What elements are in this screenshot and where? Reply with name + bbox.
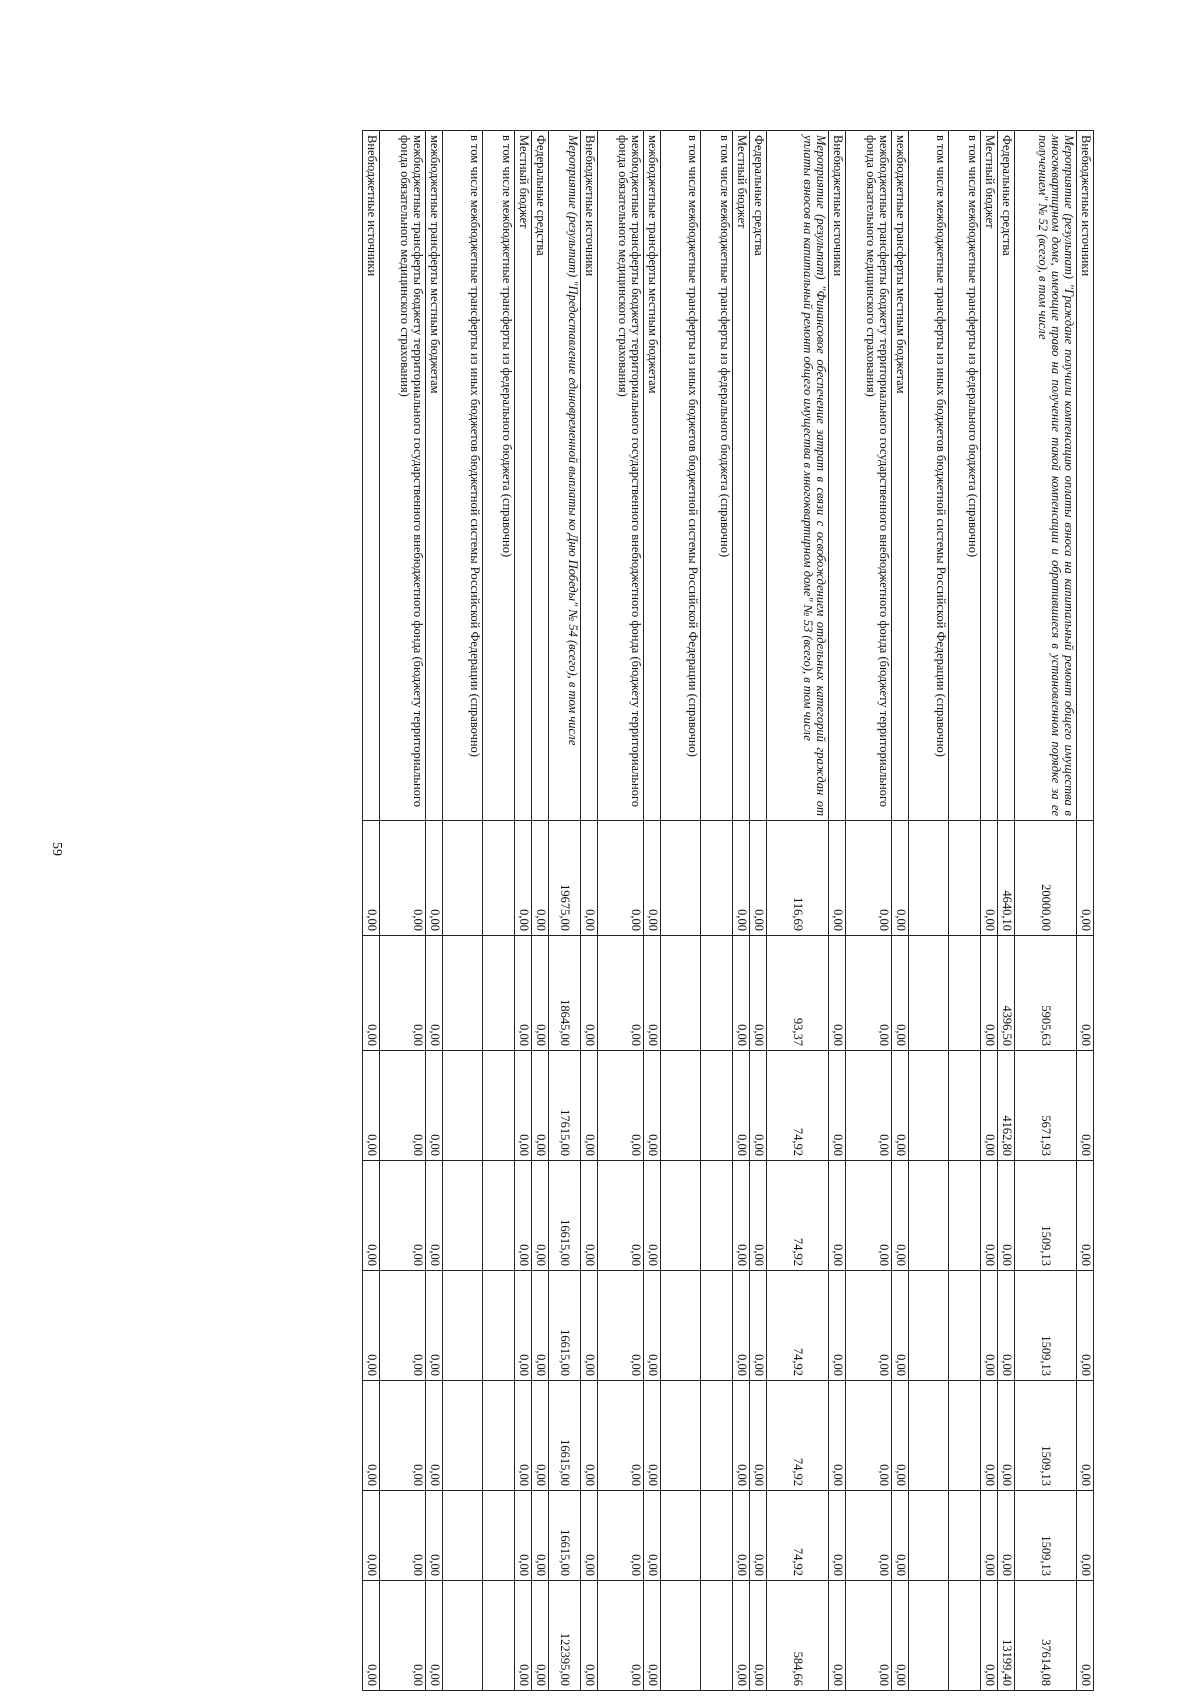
cell-year-5: 74,92 (767, 1271, 829, 1381)
cell-year-6: 0,00 (644, 1381, 661, 1491)
row-label: Мероприятие (результат) "Финансовое обеспечение затрат в связи с освобождением отдельных категорий граждан от уплаты взносов на капитальный ремонт общего имущества в многоквартирном доме" № 53 (всего), в том числе (767, 131, 829, 821)
cell-year-5: 0,00 (981, 1271, 998, 1381)
cell-year-3: 0,00 (380, 1051, 426, 1161)
cell-year-2: 0,00 (892, 936, 909, 1051)
cell-year-1: 0,00 (426, 821, 443, 936)
row-label: межбюджетные трансферты местным бюджетам (892, 131, 909, 821)
cell-year-1 (949, 821, 981, 936)
cell-year-5: 0,00 (363, 1271, 380, 1381)
cell-year-4: 0,00 (644, 1161, 661, 1271)
cell-year-7: 0,00 (581, 1491, 598, 1581)
cell-year-5: 0,00 (598, 1271, 644, 1381)
table-row (1077, 131, 1094, 1691)
cell-total: 0,00 (1077, 1581, 1094, 1691)
row-label: межбюджетные трансферты бюджету территориального государственного внебюджетного фонда (бюджету территориального фонда обязательного медицинского страхования) (846, 131, 892, 821)
cell-total: 0,00 (598, 1581, 644, 1691)
cell-year-2: 0,00 (363, 936, 380, 1051)
cell-year-3: 0,00 (532, 1051, 549, 1161)
table-row (998, 131, 1015, 1691)
cell-year-6 (483, 1381, 515, 1491)
cell-year-2: 0,00 (829, 936, 846, 1051)
cell-year-7: 0,00 (846, 1491, 892, 1581)
row-label: в том числе межбюджетные трансферты из иных бюджетов бюджетной системы Российской Федерации (справочно) (909, 131, 949, 821)
cell-year-5: 0,00 (733, 1271, 750, 1381)
cell-year-2: 0,00 (426, 936, 443, 1051)
cell-year-6: 1509,13 (1015, 1381, 1077, 1491)
cell-year-7: 0,00 (981, 1491, 998, 1581)
cell-year-7: 0,00 (829, 1491, 846, 1581)
row-label: Внебюджетные источники (829, 131, 846, 821)
cell-year-5: 0,00 (644, 1271, 661, 1381)
cell-year-3 (949, 1051, 981, 1161)
cell-year-7: 0,00 (1077, 1491, 1094, 1581)
row-label: Федеральные средства (998, 131, 1015, 821)
cell-year-3: 74,92 (767, 1051, 829, 1161)
cell-year-2: 93,37 (767, 936, 829, 1051)
cell-year-1: 0,00 (532, 821, 549, 936)
cell-year-1: 4640,10 (998, 821, 1015, 936)
cell-year-6 (443, 1381, 483, 1491)
cell-year-2: 0,00 (846, 936, 892, 1051)
table-row (515, 131, 532, 1691)
cell-year-5: 0,00 (1077, 1271, 1094, 1381)
row-label: в том числе межбюджетные трансферты из иных бюджетов бюджетной системы Российской Федерации (справочно) (443, 131, 483, 821)
cell-year-7: 0,00 (644, 1491, 661, 1581)
cell-year-7: 0,00 (515, 1491, 532, 1581)
cell-year-5 (661, 1271, 701, 1381)
cell-total (949, 1581, 981, 1691)
cell-year-6 (661, 1381, 701, 1491)
cell-year-5: 0,00 (829, 1271, 846, 1381)
cell-year-2: 18645,00 (549, 936, 581, 1051)
cell-total (483, 1581, 515, 1691)
cell-year-6: 0,00 (380, 1381, 426, 1491)
cell-year-1 (909, 821, 949, 936)
cell-total (661, 1581, 701, 1691)
cell-year-3: 0,00 (829, 1051, 846, 1161)
cell-year-2 (443, 936, 483, 1051)
cell-year-3: 0,00 (750, 1051, 767, 1161)
cell-year-3: 0,00 (426, 1051, 443, 1161)
cell-year-7 (661, 1491, 701, 1581)
cell-year-3: 17615,00 (549, 1051, 581, 1161)
cell-year-6: 0,00 (750, 1381, 767, 1491)
cell-year-1: 19675,00 (549, 821, 581, 936)
cell-year-1: 0,00 (1077, 821, 1094, 936)
cell-total: 0,00 (380, 1581, 426, 1691)
cell-year-3 (443, 1051, 483, 1161)
cell-year-5: 0,00 (581, 1271, 598, 1381)
cell-year-5 (443, 1271, 483, 1381)
cell-year-1: 0,00 (750, 821, 767, 936)
cell-year-4: 0,00 (380, 1161, 426, 1271)
cell-total: 0,00 (363, 1581, 380, 1691)
table-row (549, 131, 581, 1691)
cell-year-7 (443, 1491, 483, 1581)
cell-year-7: 16615,00 (549, 1491, 581, 1581)
cell-total: 0,00 (426, 1581, 443, 1691)
table-row (363, 131, 380, 1691)
cell-year-7: 1509,13 (1015, 1491, 1077, 1581)
cell-year-1: 20000,00 (1015, 821, 1077, 936)
cell-year-7: 0,00 (733, 1491, 750, 1581)
cell-year-4: 0,00 (733, 1161, 750, 1271)
row-label: в том числе межбюджетные трансферты из федерального бюджета (справочно) (949, 131, 981, 821)
cell-total: 0,00 (515, 1581, 532, 1691)
cell-year-3 (661, 1051, 701, 1161)
cell-year-2 (701, 936, 733, 1051)
cell-year-1: 0,00 (829, 821, 846, 936)
table-row (426, 131, 443, 1691)
row-label: Внебюджетные источники (363, 131, 380, 821)
cell-year-1: 0,00 (892, 821, 909, 936)
cell-year-2: 0,00 (981, 936, 998, 1051)
row-label: межбюджетные трансферты бюджету территориального государственного внебюджетного фонда (бюджету территориального фонда обязательного медицинского страхования) (380, 131, 426, 821)
budget-table (362, 130, 1094, 1691)
cell-year-1: 0,00 (380, 821, 426, 936)
table-row (532, 131, 549, 1691)
cell-year-4 (661, 1161, 701, 1271)
cell-year-4 (701, 1161, 733, 1271)
cell-year-5: 0,00 (998, 1271, 1015, 1381)
cell-year-2: 5905,63 (1015, 936, 1077, 1051)
cell-year-2: 0,00 (1077, 936, 1094, 1051)
table-row (981, 131, 998, 1691)
cell-total (909, 1581, 949, 1691)
cell-year-6: 0,00 (998, 1381, 1015, 1491)
cell-total: 584,66 (767, 1581, 829, 1691)
cell-year-4: 0,00 (532, 1161, 549, 1271)
cell-year-6: 0,00 (1077, 1381, 1094, 1491)
cell-total: 37614,08 (1015, 1581, 1077, 1691)
cell-year-6: 0,00 (426, 1381, 443, 1491)
row-label: Местный бюджет (733, 131, 750, 821)
cell-year-4 (909, 1161, 949, 1271)
cell-year-4: 0,00 (1077, 1161, 1094, 1271)
table-row (1015, 131, 1077, 1691)
table-row (581, 131, 598, 1691)
cell-year-5: 0,00 (750, 1271, 767, 1381)
cell-year-3: 0,00 (846, 1051, 892, 1161)
row-label: Внебюджетные источники (581, 131, 598, 821)
cell-year-5: 0,00 (380, 1271, 426, 1381)
row-label: Мероприятие (результат) "Граждане получили компенсацию оплаты взноса на капитальный ремонт общего имущества в многоквартирном доме, имеющие право на получение такой компенсации и обратившиеся в установленном порядке за ее получением" № 52 (всего), в том числе (1015, 131, 1077, 821)
cell-year-6: 0,00 (363, 1381, 380, 1491)
cell-year-5: 0,00 (846, 1271, 892, 1381)
cell-year-2: 0,00 (532, 936, 549, 1051)
page-number: 59 (49, 842, 64, 856)
cell-year-4 (443, 1161, 483, 1271)
row-label: межбюджетные трансферты бюджету территориального государственного внебюджетного фонда (бюджету территориального фонда обязательного медицинского страхования) (598, 131, 644, 821)
cell-total: 13199,40 (998, 1581, 1015, 1691)
cell-year-4: 74,92 (767, 1161, 829, 1271)
cell-year-7: 0,00 (750, 1491, 767, 1581)
table-row (949, 131, 981, 1691)
cell-year-1 (701, 821, 733, 936)
table-row (733, 131, 750, 1691)
cell-year-4: 0,00 (515, 1161, 532, 1271)
cell-year-2 (909, 936, 949, 1051)
cell-year-6: 0,00 (598, 1381, 644, 1491)
row-label: Федеральные средства (532, 131, 549, 821)
cell-total (701, 1581, 733, 1691)
table-row (644, 131, 661, 1691)
cell-year-4: 0,00 (581, 1161, 598, 1271)
table-row (909, 131, 949, 1691)
cell-year-3 (483, 1051, 515, 1161)
cell-year-3: 4162,80 (998, 1051, 1015, 1161)
table-row (846, 131, 892, 1691)
cell-total: 0,00 (981, 1581, 998, 1691)
table-row (892, 131, 909, 1691)
cell-year-6: 0,00 (581, 1381, 598, 1491)
cell-year-4: 0,00 (426, 1161, 443, 1271)
cell-year-7: 0,00 (598, 1491, 644, 1581)
table-row (598, 131, 644, 1691)
cell-total: 0,00 (733, 1581, 750, 1691)
table-row (380, 131, 426, 1691)
cell-year-2 (483, 936, 515, 1051)
table-row (750, 131, 767, 1691)
cell-year-6: 0,00 (829, 1381, 846, 1491)
cell-year-4 (483, 1161, 515, 1271)
cell-year-2: 0,00 (733, 936, 750, 1051)
cell-year-7: 0,00 (892, 1491, 909, 1581)
cell-year-1: 0,00 (981, 821, 998, 936)
row-label: межбюджетные трансферты местным бюджетам (644, 131, 661, 821)
cell-year-6: 74,92 (767, 1381, 829, 1491)
cell-year-3 (909, 1051, 949, 1161)
cell-year-6: 16615,00 (549, 1381, 581, 1491)
cell-year-6: 0,00 (892, 1381, 909, 1491)
table-row (701, 131, 733, 1691)
cell-year-3 (701, 1051, 733, 1161)
cell-year-5 (949, 1271, 981, 1381)
cell-year-7 (701, 1491, 733, 1581)
cell-year-4 (949, 1161, 981, 1271)
cell-year-2: 0,00 (515, 936, 532, 1051)
cell-year-5: 1509,13 (1015, 1271, 1077, 1381)
cell-year-7 (909, 1491, 949, 1581)
cell-year-2: 0,00 (750, 936, 767, 1051)
row-label: в том числе межбюджетные трансферты из федерального бюджета (справочно) (483, 131, 515, 821)
cell-total: 0,00 (644, 1581, 661, 1691)
cell-total: 0,00 (892, 1581, 909, 1691)
cell-year-5: 0,00 (532, 1271, 549, 1381)
cell-year-7 (949, 1491, 981, 1581)
row-label: в том числе межбюджетные трансферты из иных бюджетов бюджетной системы Российской Федерации (справочно) (661, 131, 701, 821)
cell-year-4: 0,00 (998, 1161, 1015, 1271)
cell-year-3: 0,00 (981, 1051, 998, 1161)
cell-total: 0,00 (846, 1581, 892, 1691)
cell-total (443, 1581, 483, 1691)
cell-year-4: 1509,13 (1015, 1161, 1077, 1271)
cell-year-2: 0,00 (644, 936, 661, 1051)
cell-year-1 (483, 821, 515, 936)
cell-year-1 (661, 821, 701, 936)
cell-year-2: 4396,50 (998, 936, 1015, 1051)
cell-year-1: 0,00 (515, 821, 532, 936)
cell-year-6: 0,00 (515, 1381, 532, 1491)
cell-year-5 (909, 1271, 949, 1381)
cell-year-4: 0,00 (829, 1161, 846, 1271)
cell-year-7: 74,92 (767, 1491, 829, 1581)
cell-year-4: 0,00 (598, 1161, 644, 1271)
cell-year-5: 0,00 (515, 1271, 532, 1381)
cell-year-2 (949, 936, 981, 1051)
cell-year-7: 0,00 (998, 1491, 1015, 1581)
cell-year-3: 0,00 (644, 1051, 661, 1161)
cell-year-7: 0,00 (426, 1491, 443, 1581)
cell-year-3: 0,00 (581, 1051, 598, 1161)
row-label: межбюджетные трансферты местным бюджетам (426, 131, 443, 821)
cell-year-6: 0,00 (981, 1381, 998, 1491)
cell-year-2 (661, 936, 701, 1051)
cell-year-1: 0,00 (644, 821, 661, 936)
cell-year-7: 0,00 (363, 1491, 380, 1581)
cell-year-1: 0,00 (846, 821, 892, 936)
cell-year-5: 16615,00 (549, 1271, 581, 1381)
cell-year-2: 0,00 (598, 936, 644, 1051)
cell-year-5 (701, 1271, 733, 1381)
cell-year-4: 0,00 (892, 1161, 909, 1271)
cell-year-5: 0,00 (426, 1271, 443, 1381)
cell-year-6 (701, 1381, 733, 1491)
cell-total: 0,00 (750, 1581, 767, 1691)
cell-total: 0,00 (829, 1581, 846, 1691)
cell-year-3: 0,00 (363, 1051, 380, 1161)
cell-year-3: 0,00 (598, 1051, 644, 1161)
row-label: Мероприятие (результат) "Предоставление единовременной выплаты ко Дню Победы" № 54 (всего), в том числе (549, 131, 581, 821)
cell-year-1: 0,00 (598, 821, 644, 936)
cell-year-1: 116,69 (767, 821, 829, 936)
cell-year-4: 0,00 (846, 1161, 892, 1271)
cell-year-4: 0,00 (750, 1161, 767, 1271)
rotated-budget-table (184, 130, 1094, 1690)
cell-year-1: 0,00 (733, 821, 750, 936)
table-row (661, 131, 701, 1691)
cell-year-6 (949, 1381, 981, 1491)
cell-year-2: 0,00 (581, 936, 598, 1051)
cell-year-3: 0,00 (515, 1051, 532, 1161)
cell-year-7 (483, 1491, 515, 1581)
cell-year-1: 0,00 (363, 821, 380, 936)
row-label: Федеральные средства (750, 131, 767, 821)
table-row (483, 131, 515, 1691)
cell-year-3: 5671,93 (1015, 1051, 1077, 1161)
cell-year-5: 0,00 (892, 1271, 909, 1381)
cell-total: 0,00 (532, 1581, 549, 1691)
cell-year-3: 0,00 (892, 1051, 909, 1161)
cell-year-6: 0,00 (532, 1381, 549, 1491)
table-row (443, 131, 483, 1691)
row-label: Местный бюджет (981, 131, 998, 821)
cell-year-6: 0,00 (846, 1381, 892, 1491)
table-row (829, 131, 846, 1691)
cell-year-1 (443, 821, 483, 936)
cell-year-6: 0,00 (733, 1381, 750, 1491)
cell-year-4: 16615,00 (549, 1161, 581, 1271)
cell-year-4: 0,00 (981, 1161, 998, 1271)
cell-year-2: 0,00 (380, 936, 426, 1051)
cell-year-6 (909, 1381, 949, 1491)
cell-total: 122395,00 (549, 1581, 581, 1691)
cell-total: 0,00 (581, 1581, 598, 1691)
cell-year-4: 0,00 (363, 1161, 380, 1271)
cell-year-3: 0,00 (1077, 1051, 1094, 1161)
cell-year-3: 0,00 (733, 1051, 750, 1161)
cell-year-1: 0,00 (581, 821, 598, 936)
cell-year-5 (483, 1271, 515, 1381)
row-label: в том числе межбюджетные трансферты из федерального бюджета (справочно) (701, 131, 733, 821)
cell-year-7: 0,00 (380, 1491, 426, 1581)
table-row (767, 131, 829, 1691)
table-body (363, 131, 1094, 1691)
cell-year-7: 0,00 (532, 1491, 549, 1581)
row-label: Внебюджетные источники (1077, 131, 1094, 821)
row-label: Местный бюджет (515, 131, 532, 821)
